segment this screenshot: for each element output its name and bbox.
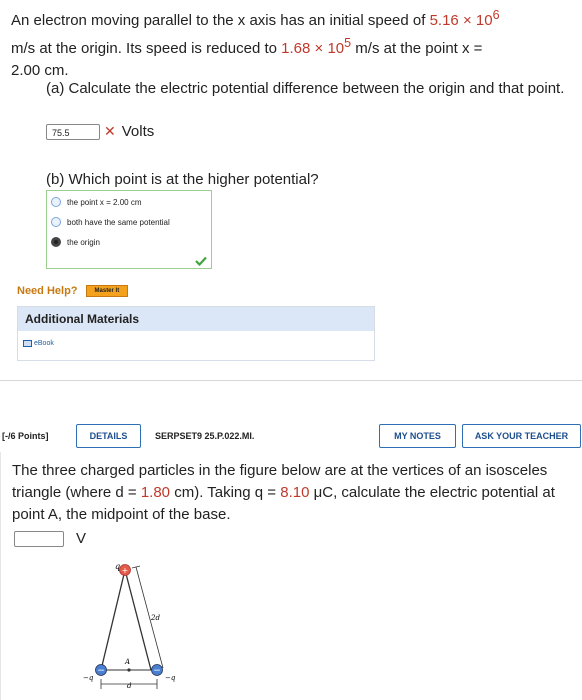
base-length-label: d [127,682,132,690]
part-b-options [46,190,212,269]
need-help-label: Need Help? [17,285,78,297]
negative-charge-left [96,665,107,677]
side-length-label: 2d [151,614,160,622]
point-a-label: A [125,658,131,666]
my-notes-button[interactable]: MY NOTES [379,424,456,448]
right-charge-label: −q [165,674,176,682]
point-a-marker [127,668,130,671]
left-charge-label: −q [83,674,94,682]
part-a-answer-input[interactable]: 75.5 [46,124,100,140]
answer-unit: V [76,530,87,547]
check-icon [195,256,207,266]
incorrect-icon: ✕ [104,123,116,139]
additional-materials-header: Additional Materials [18,307,374,331]
part-b-prompt: (b) Which point is at the higher potential? [46,171,319,188]
question-2-header [0,424,582,450]
need-help-row [17,285,128,297]
ebook-link[interactable]: eBook [23,340,54,347]
radio-selected-icon[interactable] [51,237,61,247]
problem-statement: An electron moving parallel to the x axis has an initial speed of $5.16 \times 10^6$ m/s at the origin. Its speed is reduced to $1.68 \times 10^5$ m/s at the point x = 2.00 cm. [11,8,500,79]
positive-charge [120,565,131,576]
divider [0,380,582,381]
problem-statement: The three charged particles in the figure below are at the vertices of an isosceles triangle (where d = 1.80 cm). Taking q = 8.10 μC, calculate the electric potential at point A, the midpoint of the base. [12,462,555,523]
answer-input[interactable] [14,531,64,547]
triangle-figure [81,558,191,700]
master-it-button[interactable]: Master It [86,285,129,297]
svg-text:−: − [153,666,161,676]
part-a-prompt: (a) Calculate the electric potential difference between the origin and that point. [46,80,565,97]
option-point-x[interactable]: the point x = 2.00 cm [51,197,142,207]
book-icon [23,340,32,347]
option-same-potential[interactable]: both have the same potential [51,217,170,227]
negative-charge-right [152,665,163,677]
top-charge-label: q [115,562,121,571]
ask-teacher-button[interactable]: ASK YOUR TEACHER [462,424,581,448]
svg-text:−: − [97,666,105,676]
radio-icon[interactable] [51,217,61,227]
option-origin[interactable]: the origin [51,237,100,247]
question-2 [0,452,582,700]
part-a-unit: Volts [121,123,155,140]
additional-materials-panel [17,306,375,361]
details-button[interactable]: DETAILS [76,424,141,448]
radio-icon[interactable] [51,197,61,207]
part-a-answer-row [46,123,154,140]
points-label: [-/6 Points] [2,431,49,441]
problem-code: SERPSET9 25.P.022.MI. [155,431,255,441]
answer-row [14,530,86,547]
svg-text:+: + [121,566,129,575]
